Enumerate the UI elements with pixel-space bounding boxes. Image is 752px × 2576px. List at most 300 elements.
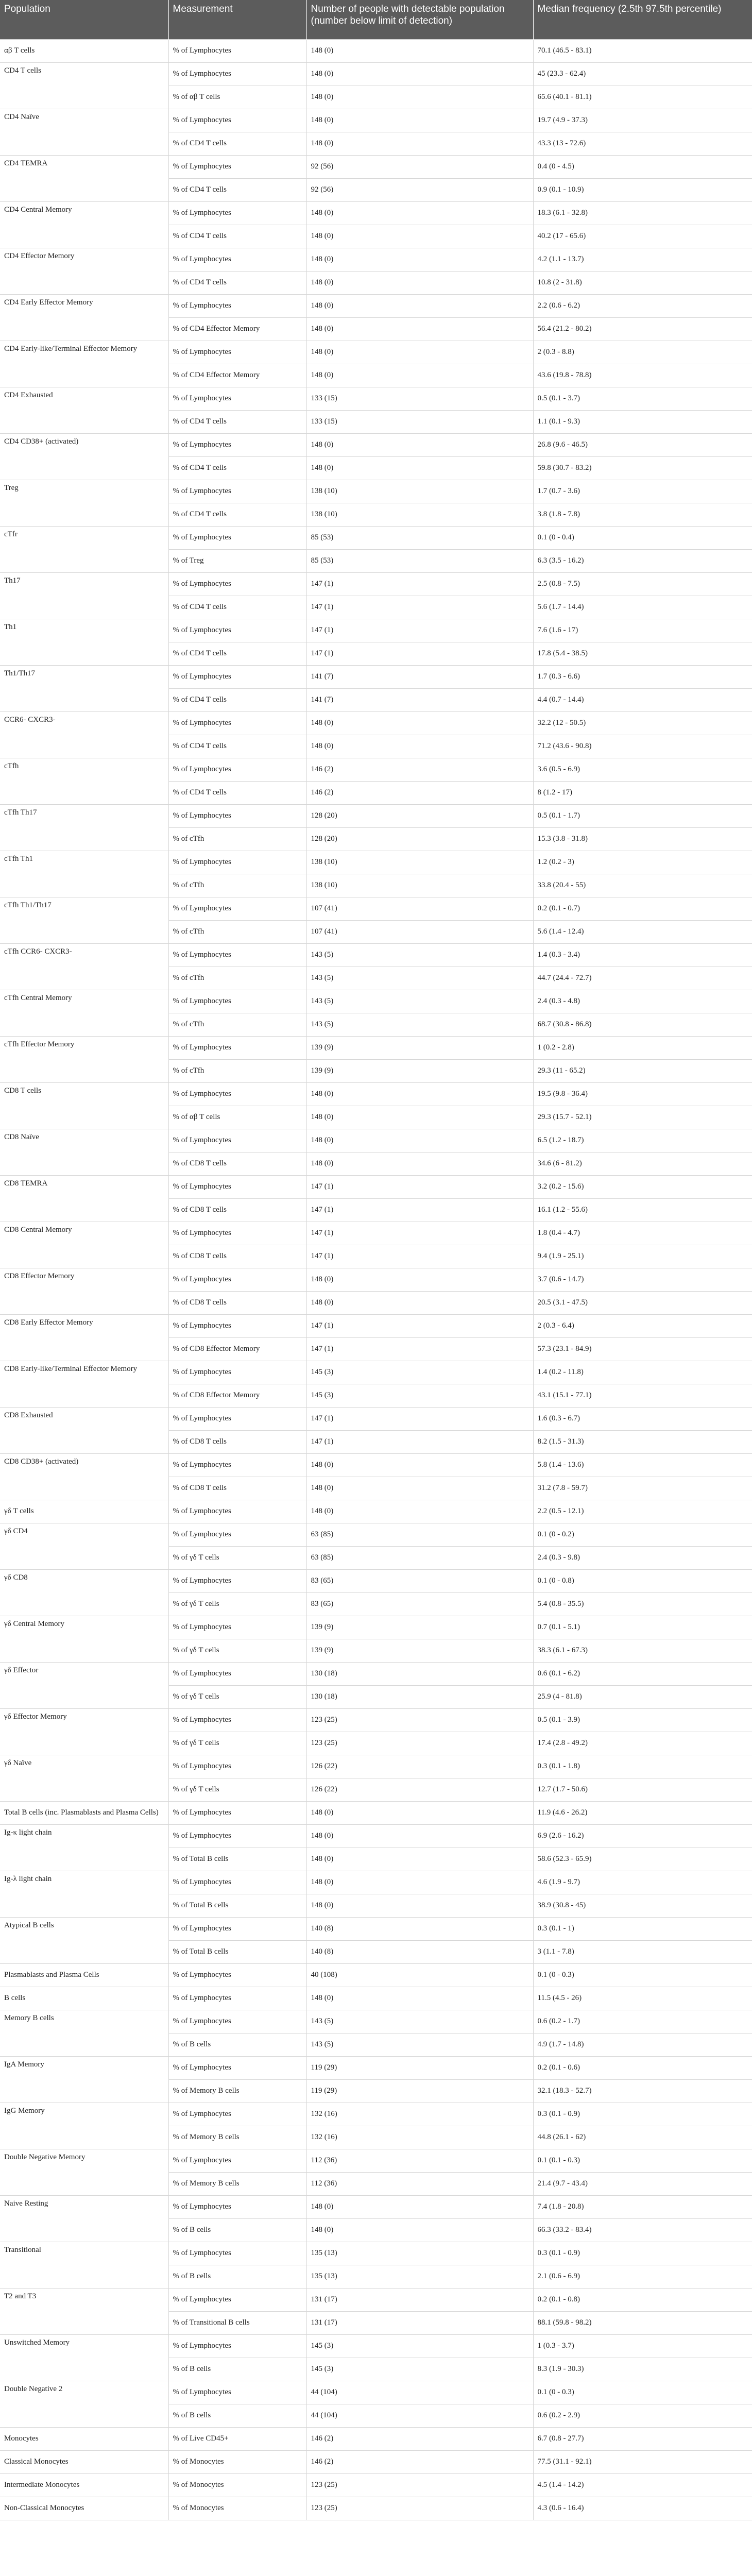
measurement-cell: % of Lymphocytes bbox=[168, 1708, 306, 1732]
measurement-cell: % of Lymphocytes bbox=[168, 1175, 306, 1198]
population-cell: cTfh Th1 bbox=[0, 851, 168, 897]
population-cell: Th17 bbox=[0, 572, 168, 619]
detectable-count-cell: 146 (2) bbox=[306, 2450, 533, 2473]
population-cell: CD4 CD38+ (activated) bbox=[0, 433, 168, 480]
population-cell: CD8 Naïve bbox=[0, 1129, 168, 1175]
detectable-count-cell: 147 (1) bbox=[306, 1245, 533, 1268]
population-cell: γδ CD4 bbox=[0, 1523, 168, 1569]
measurement-cell: % of B cells bbox=[168, 2265, 306, 2288]
population-cell: Unswitched Memory bbox=[0, 2334, 168, 2381]
median-frequency-cell: 8.3 (1.9 - 30.3) bbox=[533, 2358, 752, 2381]
detectable-count-cell: 148 (0) bbox=[306, 1291, 533, 1314]
table-row bbox=[0, 1268, 752, 1291]
table-row bbox=[0, 2288, 752, 2311]
detectable-count-cell: 63 (85) bbox=[306, 1523, 533, 1546]
detectable-count-cell: 143 (5) bbox=[306, 1013, 533, 1036]
measurement-cell: % of Lymphocytes bbox=[168, 2103, 306, 2126]
table-row bbox=[0, 2497, 752, 2520]
population-cell: CD4 Early-like/Terminal Effector Memory bbox=[0, 341, 168, 387]
detectable-count-cell: 44 (104) bbox=[306, 2381, 533, 2404]
median-frequency-cell: 4.5 (1.4 - 14.2) bbox=[533, 2473, 752, 2497]
median-frequency-cell: 71.2 (43.6 - 90.8) bbox=[533, 735, 752, 758]
median-frequency-cell: 40.2 (17 - 65.6) bbox=[533, 225, 752, 248]
median-frequency-cell: 8.2 (1.5 - 31.3) bbox=[533, 1430, 752, 1453]
detectable-count-cell: 123 (25) bbox=[306, 2497, 533, 2520]
median-frequency-cell: 57.3 (23.1 - 84.9) bbox=[533, 1337, 752, 1361]
table-row bbox=[0, 341, 752, 364]
table-header bbox=[0, 0, 752, 39]
detectable-count-cell: 138 (10) bbox=[306, 480, 533, 503]
detectable-count-cell: 92 (56) bbox=[306, 178, 533, 201]
median-frequency-cell: 33.8 (20.4 - 55) bbox=[533, 874, 752, 897]
median-frequency-cell: 0.2 (0.1 - 0.7) bbox=[533, 897, 752, 920]
measurement-cell: % of Lymphocytes bbox=[168, 109, 306, 132]
measurement-cell: % of Lymphocytes bbox=[168, 1082, 306, 1106]
median-frequency-cell: 0.4 (0 - 4.5) bbox=[533, 155, 752, 178]
measurement-cell: % of Lymphocytes bbox=[168, 1917, 306, 1940]
measurement-cell: % of γδ T cells bbox=[168, 1546, 306, 1569]
median-frequency-cell: 70.1 (46.5 - 83.1) bbox=[533, 39, 752, 62]
measurement-cell: % of Lymphocytes bbox=[168, 897, 306, 920]
detectable-count-cell: 148 (0) bbox=[306, 1848, 533, 1871]
population-cell: Transitional bbox=[0, 2242, 168, 2288]
detectable-count-cell: 128 (20) bbox=[306, 827, 533, 851]
measurement-cell: % of Total B cells bbox=[168, 1894, 306, 1917]
population-cell: T2 and T3 bbox=[0, 2288, 168, 2334]
table-row bbox=[0, 109, 752, 132]
median-frequency-cell: 16.1 (1.2 - 55.6) bbox=[533, 1198, 752, 1222]
detectable-count-cell: 147 (1) bbox=[306, 1198, 533, 1222]
table-row bbox=[0, 2056, 752, 2079]
median-frequency-cell: 19.5 (9.8 - 36.4) bbox=[533, 1082, 752, 1106]
median-frequency-cell: 65.6 (40.1 - 81.1) bbox=[533, 86, 752, 109]
median-frequency-cell: 17.8 (5.4 - 38.5) bbox=[533, 642, 752, 665]
median-frequency-cell: 0.1 (0.1 - 0.3) bbox=[533, 2149, 752, 2172]
median-frequency-cell: 3.8 (1.8 - 7.8) bbox=[533, 503, 752, 526]
table-row bbox=[0, 1407, 752, 1430]
measurement-cell: % of Lymphocytes bbox=[168, 480, 306, 503]
measurement-cell: % of CD4 T cells bbox=[168, 596, 306, 619]
detectable-count-cell: 132 (16) bbox=[306, 2103, 533, 2126]
measurement-cell: % of CD4 T cells bbox=[168, 225, 306, 248]
measurement-cell: % of Lymphocytes bbox=[168, 2010, 306, 2033]
measurement-cell: % of cTfh bbox=[168, 967, 306, 990]
median-frequency-cell: 19.7 (4.9 - 37.3) bbox=[533, 109, 752, 132]
table-row bbox=[0, 526, 752, 549]
median-frequency-cell: 38.3 (6.1 - 67.3) bbox=[533, 1639, 752, 1662]
table-row bbox=[0, 804, 752, 827]
detectable-count-cell: 139 (9) bbox=[306, 1036, 533, 1059]
detectable-count-cell: 139 (9) bbox=[306, 1639, 533, 1662]
population-cell: IgG Memory bbox=[0, 2103, 168, 2149]
median-frequency-cell: 21.4 (9.7 - 43.4) bbox=[533, 2172, 752, 2195]
table-row bbox=[0, 943, 752, 967]
table-row bbox=[0, 387, 752, 410]
measurement-cell: % of cTfh bbox=[168, 920, 306, 943]
detectable-count-cell: 148 (0) bbox=[306, 2195, 533, 2218]
table-row bbox=[0, 1755, 752, 1778]
measurement-cell: % of CD8 T cells bbox=[168, 1198, 306, 1222]
table-row bbox=[0, 2149, 752, 2172]
median-frequency-cell: 2.1 (0.6 - 6.9) bbox=[533, 2265, 752, 2288]
measurement-cell: % of Lymphocytes bbox=[168, 155, 306, 178]
median-frequency-cell: 6.5 (1.2 - 18.7) bbox=[533, 1129, 752, 1152]
detectable-count-cell: 148 (0) bbox=[306, 248, 533, 271]
median-frequency-cell: 1.7 (0.7 - 3.6) bbox=[533, 480, 752, 503]
median-frequency-cell: 11.5 (4.5 - 26) bbox=[533, 1987, 752, 2010]
median-frequency-cell: 0.3 (0.1 - 1.8) bbox=[533, 1755, 752, 1778]
measurement-cell: % of Lymphocytes bbox=[168, 711, 306, 735]
median-frequency-cell: 0.2 (0.1 - 0.8) bbox=[533, 2288, 752, 2311]
median-frequency-cell: 5.4 (0.8 - 35.5) bbox=[533, 1592, 752, 1616]
median-frequency-cell: 0.3 (0.1 - 0.9) bbox=[533, 2242, 752, 2265]
measurement-cell: % of CD8 T cells bbox=[168, 1152, 306, 1175]
table-row bbox=[0, 294, 752, 317]
median-frequency-cell: 58.6 (52.3 - 65.9) bbox=[533, 1848, 752, 1871]
population-cell: Th1 bbox=[0, 619, 168, 665]
median-frequency-cell: 0.1 (0 - 0.3) bbox=[533, 2381, 752, 2404]
measurement-cell: % of CD4 T cells bbox=[168, 642, 306, 665]
population-cell: Memory B cells bbox=[0, 2010, 168, 2056]
table-row bbox=[0, 1453, 752, 1477]
measurement-cell: % of Live CD45+ bbox=[168, 2427, 306, 2450]
detectable-count-cell: 143 (5) bbox=[306, 2033, 533, 2056]
detectable-count-cell: 148 (0) bbox=[306, 1477, 533, 1500]
median-frequency-cell: 17.4 (2.8 - 49.2) bbox=[533, 1732, 752, 1755]
table-row bbox=[0, 2242, 752, 2265]
detectable-count-cell: 123 (25) bbox=[306, 2473, 533, 2497]
population-cell: Naive Resting bbox=[0, 2195, 168, 2242]
detectable-count-cell: 112 (36) bbox=[306, 2149, 533, 2172]
detectable-count-cell: 83 (65) bbox=[306, 1569, 533, 1592]
detectable-count-cell: 148 (0) bbox=[306, 735, 533, 758]
table-row bbox=[0, 1616, 752, 1639]
measurement-cell: % of Lymphocytes bbox=[168, 1361, 306, 1384]
measurement-cell: % of Total B cells bbox=[168, 1848, 306, 1871]
table-row bbox=[0, 2450, 752, 2473]
table-row bbox=[0, 62, 752, 86]
measurement-cell: % of B cells bbox=[168, 2358, 306, 2381]
population-cell: CD8 CD38+ (activated) bbox=[0, 1453, 168, 1500]
detectable-count-cell: 147 (1) bbox=[306, 1222, 533, 1245]
header-row bbox=[0, 0, 752, 39]
median-frequency-cell: 4.4 (0.7 - 14.4) bbox=[533, 688, 752, 711]
median-frequency-cell: 0.1 (0 - 0.4) bbox=[533, 526, 752, 549]
measurement-cell: % of Lymphocytes bbox=[168, 1871, 306, 1894]
measurement-cell: % of Lymphocytes bbox=[168, 526, 306, 549]
median-frequency-cell: 8 (1.2 - 17) bbox=[533, 781, 752, 804]
measurement-cell: % of Lymphocytes bbox=[168, 1662, 306, 1685]
measurement-cell: % of CD4 T cells bbox=[168, 410, 306, 433]
measurement-cell: % of Lymphocytes bbox=[168, 433, 306, 456]
detectable-count-cell: 148 (0) bbox=[306, 456, 533, 480]
measurement-cell: % of CD4 T cells bbox=[168, 271, 306, 294]
detectable-count-cell: 147 (1) bbox=[306, 1337, 533, 1361]
table-row bbox=[0, 2195, 752, 2218]
detectable-count-cell: 148 (0) bbox=[306, 341, 533, 364]
measurement-cell: % of Memory B cells bbox=[168, 2126, 306, 2149]
detectable-count-cell: 146 (2) bbox=[306, 781, 533, 804]
median-frequency-cell: 12.7 (1.7 - 50.6) bbox=[533, 1778, 752, 1801]
measurement-cell: % of cTfh bbox=[168, 874, 306, 897]
median-frequency-cell: 45 (23.3 - 62.4) bbox=[533, 62, 752, 86]
population-cell: Ig-λ light chain bbox=[0, 1871, 168, 1917]
detectable-count-cell: 148 (0) bbox=[306, 1894, 533, 1917]
header-measurement: Measurement bbox=[168, 0, 306, 39]
median-frequency-cell: 0.5 (0.1 - 3.7) bbox=[533, 387, 752, 410]
table-row bbox=[0, 433, 752, 456]
population-cell: αβ T cells bbox=[0, 39, 168, 62]
detectable-count-cell: 44 (104) bbox=[306, 2404, 533, 2427]
detectable-count-cell: 92 (56) bbox=[306, 155, 533, 178]
measurement-cell: % of CD4 T cells bbox=[168, 503, 306, 526]
measurement-cell: % of Lymphocytes bbox=[168, 1616, 306, 1639]
population-cell: CD4 Early Effector Memory bbox=[0, 294, 168, 341]
median-frequency-cell: 11.9 (4.6 - 26.2) bbox=[533, 1801, 752, 1824]
detectable-count-cell: 148 (0) bbox=[306, 225, 533, 248]
table-row bbox=[0, 248, 752, 271]
population-cell: γδ Effector bbox=[0, 1662, 168, 1708]
median-frequency-cell: 6.7 (0.8 - 27.7) bbox=[533, 2427, 752, 2450]
median-frequency-cell: 2.5 (0.8 - 7.5) bbox=[533, 572, 752, 596]
population-cell: Double Negative 2 bbox=[0, 2381, 168, 2427]
measurement-cell: % of Lymphocytes bbox=[168, 665, 306, 688]
detectable-count-cell: 148 (0) bbox=[306, 294, 533, 317]
detectable-count-cell: 148 (0) bbox=[306, 62, 533, 86]
measurement-cell: % of γδ T cells bbox=[168, 1732, 306, 1755]
measurement-cell: % of Lymphocytes bbox=[168, 1268, 306, 1291]
measurement-cell: % of cTfh bbox=[168, 1013, 306, 1036]
population-cell: CD8 Early Effector Memory bbox=[0, 1314, 168, 1361]
table-row bbox=[0, 1569, 752, 1592]
measurement-cell: % of CD4 T cells bbox=[168, 132, 306, 155]
population-cell: cTfh Central Memory bbox=[0, 990, 168, 1036]
measurement-cell: % of CD4 Effector Memory bbox=[168, 364, 306, 387]
detectable-count-cell: 131 (17) bbox=[306, 2311, 533, 2334]
measurement-cell: % of CD8 Effector Memory bbox=[168, 1384, 306, 1407]
table-row bbox=[0, 2381, 752, 2404]
median-frequency-cell: 0.5 (0.1 - 1.7) bbox=[533, 804, 752, 827]
median-frequency-cell: 4.3 (0.6 - 16.4) bbox=[533, 2497, 752, 2520]
table-row bbox=[0, 619, 752, 642]
population-cell: Non-Classical Monocytes bbox=[0, 2497, 168, 2520]
measurement-cell: % of γδ T cells bbox=[168, 1639, 306, 1662]
detectable-count-cell: 138 (10) bbox=[306, 503, 533, 526]
measurement-cell: % of B cells bbox=[168, 2033, 306, 2056]
median-frequency-cell: 9.4 (1.9 - 25.1) bbox=[533, 1245, 752, 1268]
population-cell: CD8 TEMRA bbox=[0, 1175, 168, 1222]
measurement-cell: % of γδ T cells bbox=[168, 1592, 306, 1616]
table-row bbox=[0, 1917, 752, 1940]
detectable-count-cell: 83 (65) bbox=[306, 1592, 533, 1616]
measurement-cell: % of Lymphocytes bbox=[168, 2288, 306, 2311]
table-row bbox=[0, 851, 752, 874]
measurement-cell: % of cTfh bbox=[168, 827, 306, 851]
measurement-cell: % of Lymphocytes bbox=[168, 1755, 306, 1778]
measurement-cell: % of CD4 T cells bbox=[168, 735, 306, 758]
measurement-cell: % of Transitional B cells bbox=[168, 2311, 306, 2334]
measurement-cell: % of Lymphocytes bbox=[168, 294, 306, 317]
detectable-count-cell: 148 (0) bbox=[306, 1987, 533, 2010]
measurement-cell: % of Lymphocytes bbox=[168, 1407, 306, 1430]
measurement-cell: % of CD8 Effector Memory bbox=[168, 1337, 306, 1361]
median-frequency-cell: 43.3 (13 - 72.6) bbox=[533, 132, 752, 155]
population-cell: Ig-κ light chain bbox=[0, 1824, 168, 1871]
median-frequency-cell: 29.3 (15.7 - 52.1) bbox=[533, 1106, 752, 1129]
population-cell: Plasmablasts and Plasma Cells bbox=[0, 1963, 168, 1987]
detectable-count-cell: 131 (17) bbox=[306, 2288, 533, 2311]
detectable-count-cell: 112 (36) bbox=[306, 2172, 533, 2195]
table-row bbox=[0, 1175, 752, 1198]
population-cell: cTfh Th17 bbox=[0, 804, 168, 851]
measurement-cell: % of αβ T cells bbox=[168, 86, 306, 109]
population-cell: CD4 Effector Memory bbox=[0, 248, 168, 294]
median-frequency-cell: 0.9 (0.1 - 10.9) bbox=[533, 178, 752, 201]
measurement-cell: % of Lymphocytes bbox=[168, 201, 306, 225]
detectable-count-cell: 85 (53) bbox=[306, 526, 533, 549]
table-row bbox=[0, 1801, 752, 1824]
measurement-cell: % of Lymphocytes bbox=[168, 1222, 306, 1245]
detectable-count-cell: 130 (18) bbox=[306, 1685, 533, 1708]
detectable-count-cell: 148 (0) bbox=[306, 711, 533, 735]
measurement-cell: % of Lymphocytes bbox=[168, 387, 306, 410]
median-frequency-cell: 1 (0.3 - 3.7) bbox=[533, 2334, 752, 2358]
median-frequency-cell: 0.1 (0 - 0.2) bbox=[533, 1523, 752, 1546]
detectable-count-cell: 148 (0) bbox=[306, 39, 533, 62]
detectable-count-cell: 145 (3) bbox=[306, 2334, 533, 2358]
table-row bbox=[0, 155, 752, 178]
detectable-count-cell: 123 (25) bbox=[306, 1708, 533, 1732]
measurement-cell: % of Lymphocytes bbox=[168, 1801, 306, 1824]
median-frequency-cell: 15.3 (3.8 - 31.8) bbox=[533, 827, 752, 851]
table-row bbox=[0, 665, 752, 688]
detectable-count-cell: 139 (9) bbox=[306, 1059, 533, 1082]
median-frequency-cell: 0.3 (0.1 - 0.9) bbox=[533, 2103, 752, 2126]
population-cell: γδ CD8 bbox=[0, 1569, 168, 1616]
detectable-count-cell: 148 (0) bbox=[306, 132, 533, 155]
median-frequency-cell: 2 (0.3 - 8.8) bbox=[533, 341, 752, 364]
measurement-cell: % of Lymphocytes bbox=[168, 1523, 306, 1546]
measurement-cell: % of CD8 T cells bbox=[168, 1430, 306, 1453]
median-frequency-cell: 68.7 (30.8 - 86.8) bbox=[533, 1013, 752, 1036]
population-cell: CD4 Exhausted bbox=[0, 387, 168, 433]
measurement-cell: % of Lymphocytes bbox=[168, 2056, 306, 2079]
median-frequency-cell: 0.1 (0 - 0.8) bbox=[533, 1569, 752, 1592]
detectable-count-cell: 148 (0) bbox=[306, 433, 533, 456]
table-row bbox=[0, 2334, 752, 2358]
table-row bbox=[0, 39, 752, 62]
median-frequency-cell: 7.6 (1.6 - 17) bbox=[533, 619, 752, 642]
measurement-cell: % of CD4 T cells bbox=[168, 781, 306, 804]
population-cell: Intermediate Monocytes bbox=[0, 2473, 168, 2497]
population-cell: Monocytes bbox=[0, 2427, 168, 2450]
median-frequency-cell: 59.8 (30.7 - 83.2) bbox=[533, 456, 752, 480]
table-row bbox=[0, 1523, 752, 1546]
median-frequency-cell: 1.4 (0.2 - 11.8) bbox=[533, 1361, 752, 1384]
table-row bbox=[0, 897, 752, 920]
population-cell: γδ Naïve bbox=[0, 1755, 168, 1801]
measurement-cell: % of Lymphocytes bbox=[168, 990, 306, 1013]
measurement-cell: % of Lymphocytes bbox=[168, 1963, 306, 1987]
table-row bbox=[0, 1662, 752, 1685]
median-frequency-cell: 43.6 (19.8 - 78.8) bbox=[533, 364, 752, 387]
measurement-cell: % of Treg bbox=[168, 549, 306, 572]
median-frequency-cell: 1.2 (0.2 - 3) bbox=[533, 851, 752, 874]
detectable-count-cell: 133 (15) bbox=[306, 387, 533, 410]
measurement-cell: % of Lymphocytes bbox=[168, 2381, 306, 2404]
population-cell: CCR6- CXCR3- bbox=[0, 711, 168, 758]
detectable-count-cell: 148 (0) bbox=[306, 2218, 533, 2242]
table-row bbox=[0, 480, 752, 503]
median-frequency-cell: 6.9 (2.6 - 16.2) bbox=[533, 1824, 752, 1848]
table-row bbox=[0, 1987, 752, 2010]
detectable-count-cell: 141 (7) bbox=[306, 665, 533, 688]
detectable-count-cell: 140 (8) bbox=[306, 1940, 533, 1963]
measurement-cell: % of Lymphocytes bbox=[168, 2149, 306, 2172]
measurement-cell: % of Lymphocytes bbox=[168, 619, 306, 642]
detectable-count-cell: 140 (8) bbox=[306, 1917, 533, 1940]
median-frequency-cell: 18.3 (6.1 - 32.8) bbox=[533, 201, 752, 225]
measurement-cell: % of CD8 T cells bbox=[168, 1477, 306, 1500]
detectable-count-cell: 107 (41) bbox=[306, 897, 533, 920]
measurement-cell: % of Lymphocytes bbox=[168, 2334, 306, 2358]
measurement-cell: % of Total B cells bbox=[168, 1940, 306, 1963]
measurement-cell: % of Lymphocytes bbox=[168, 341, 306, 364]
detectable-count-cell: 148 (0) bbox=[306, 1152, 533, 1175]
median-frequency-cell: 56.4 (21.2 - 80.2) bbox=[533, 317, 752, 341]
detectable-count-cell: 147 (1) bbox=[306, 642, 533, 665]
median-frequency-cell: 43.1 (15.1 - 77.1) bbox=[533, 1384, 752, 1407]
median-frequency-cell: 5.6 (1.7 - 14.4) bbox=[533, 596, 752, 619]
median-frequency-cell: 0.1 (0 - 0.3) bbox=[533, 1963, 752, 1987]
median-frequency-cell: 1.8 (0.4 - 4.7) bbox=[533, 1222, 752, 1245]
measurement-cell: % of Memory B cells bbox=[168, 2079, 306, 2103]
median-frequency-cell: 0.3 (0.1 - 1) bbox=[533, 1917, 752, 1940]
header-median-frequency: Median frequency (2.5th 97.5th percentile) bbox=[533, 0, 752, 39]
detectable-count-cell: 126 (22) bbox=[306, 1755, 533, 1778]
detectable-count-cell: 148 (0) bbox=[306, 1106, 533, 1129]
detectable-count-cell: 148 (0) bbox=[306, 201, 533, 225]
median-frequency-cell: 25.9 (4 - 81.8) bbox=[533, 1685, 752, 1708]
measurement-cell: % of B cells bbox=[168, 2218, 306, 2242]
measurement-cell: % of Lymphocytes bbox=[168, 2242, 306, 2265]
population-cell: B cells bbox=[0, 1987, 168, 2010]
table-row bbox=[0, 1222, 752, 1245]
table-row bbox=[0, 572, 752, 596]
median-frequency-cell: 3 (1.1 - 7.8) bbox=[533, 1940, 752, 1963]
median-frequency-cell: 2.2 (0.6 - 6.2) bbox=[533, 294, 752, 317]
detectable-count-cell: 123 (25) bbox=[306, 1732, 533, 1755]
detectable-count-cell: 148 (0) bbox=[306, 109, 533, 132]
measurement-cell: % of Lymphocytes bbox=[168, 1453, 306, 1477]
measurement-cell: % of CD4 T cells bbox=[168, 178, 306, 201]
population-cell: CD8 Central Memory bbox=[0, 1222, 168, 1268]
population-cell: γδ Central Memory bbox=[0, 1616, 168, 1662]
population-cell: γδ Effector Memory bbox=[0, 1708, 168, 1755]
measurement-cell: % of γδ T cells bbox=[168, 1685, 306, 1708]
population-cell: CD4 T cells bbox=[0, 62, 168, 109]
detectable-count-cell: 138 (10) bbox=[306, 851, 533, 874]
detectable-count-cell: 145 (3) bbox=[306, 2358, 533, 2381]
measurement-cell: % of cTfh bbox=[168, 1059, 306, 1082]
detectable-count-cell: 145 (3) bbox=[306, 1361, 533, 1384]
median-frequency-cell: 7.4 (1.8 - 20.8) bbox=[533, 2195, 752, 2218]
measurement-cell: % of Lymphocytes bbox=[168, 39, 306, 62]
median-frequency-cell: 10.8 (2 - 31.8) bbox=[533, 271, 752, 294]
detectable-count-cell: 130 (18) bbox=[306, 1662, 533, 1685]
header-detectable-count: Number of people with detectable population (number below limit of detection) bbox=[306, 0, 533, 39]
median-frequency-cell: 31.2 (7.8 - 59.7) bbox=[533, 1477, 752, 1500]
